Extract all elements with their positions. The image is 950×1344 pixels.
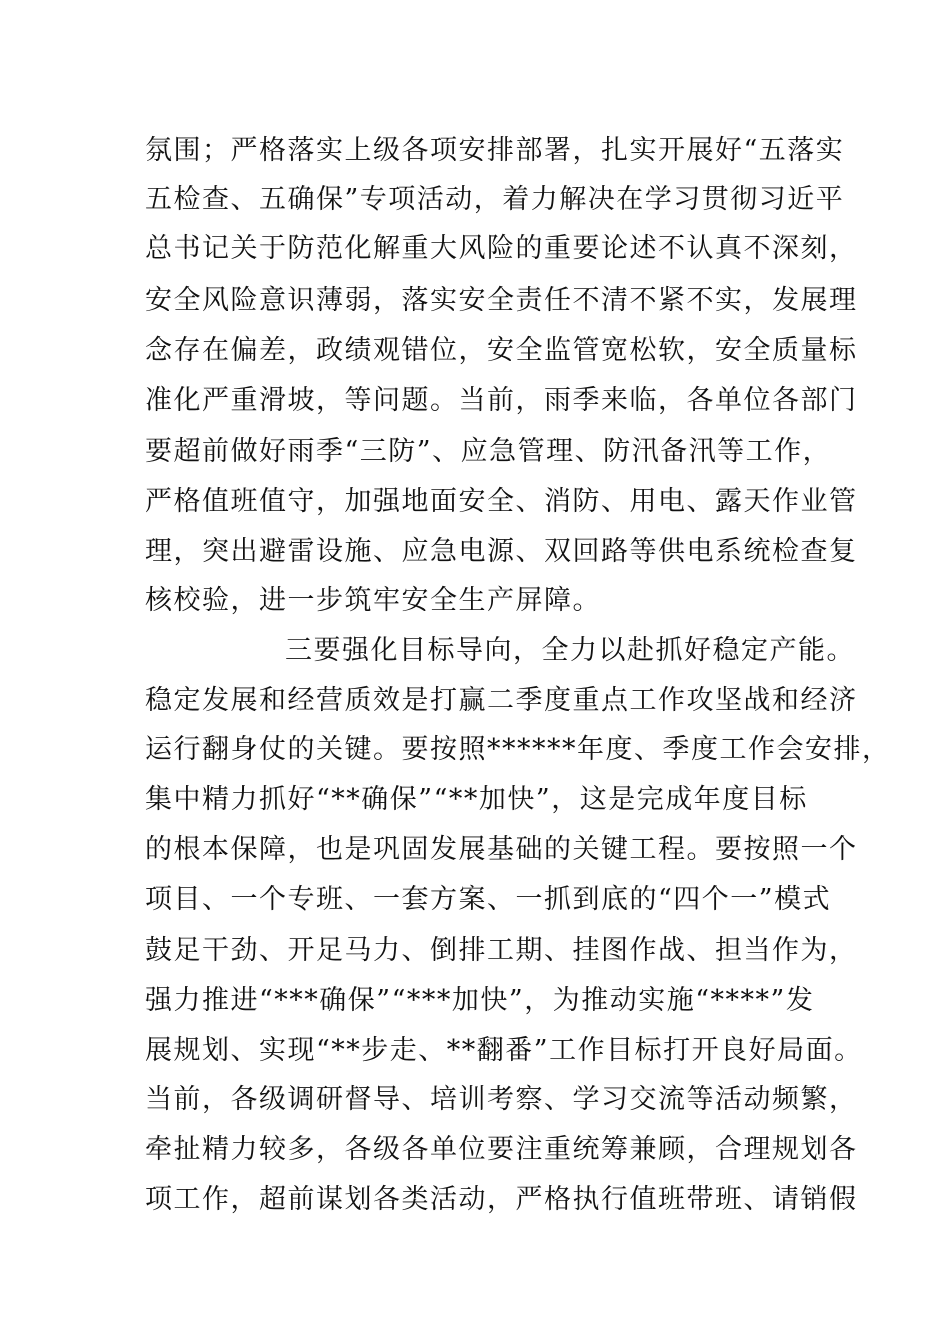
text-line: 严格值班值守，加强地面安全、消防、用电、露天作业管 xyxy=(145,486,858,517)
text-line: 氛围；严格落实上级各项安排部署，扎实开展好“五落实 xyxy=(145,135,845,166)
text-line: 五检查、五确保”专项活动，着力解决在学习贯彻习近平 xyxy=(145,184,845,215)
text-line: 总书记关于防范化解重大风险的重要论述不认真不深刻， xyxy=(145,233,858,264)
text-line: 运行翻身仗的关键。要按照******年度、季度工作会安排， xyxy=(145,734,891,765)
section-heading: 三要强化目标导向，全力以赴抓好稳定产能。 xyxy=(285,635,855,666)
text-line: 核校验，进一步筑牢安全生产屏障。 xyxy=(145,585,601,616)
text-line: 展规划、实现“**步走、**翻番”工作目标打开良好局面。 xyxy=(145,1035,863,1066)
text-line: 项目、一个专班、一套方案、一抓到底的“四个一”模式 xyxy=(145,884,832,915)
text-line: 集中精力抓好“**确保”“**加快”，这是完成年度目标 xyxy=(145,784,808,815)
text-line: 念存在偏差，政绩观错位，安全监管宽松软，安全质量标 xyxy=(145,335,858,366)
text-line: 理，突出避雷设施、应急电源、双回路等供电系统检查复 xyxy=(145,536,858,567)
text-line: 当前，各级调研督导、培训考察、学习交流等活动频繁， xyxy=(145,1084,858,1115)
text-line: 安全风险意识薄弱，落实安全责任不清不紧不实，发展理 xyxy=(145,285,858,316)
text-line: 牵扯精力较多，各级各单位要注重统筹兼顾，合理规划各 xyxy=(145,1134,858,1165)
text-line: 准化严重滑坡，等问题。当前，雨季来临，各单位各部门 xyxy=(145,385,858,416)
text-line: 强力推进“***确保”“***加快”，为推动实施“****”发 xyxy=(145,985,815,1016)
text-line: 鼓足干劲、开足马力、倒排工期、挂图作战、担当作为， xyxy=(145,935,858,966)
text-line: 要超前做好雨季“三防”、应急管理、防汛备汛等工作， xyxy=(145,436,832,467)
text-line: 稳定发展和经营质效是打赢二季度重点工作攻坚战和经济 xyxy=(145,685,858,716)
text-line: 的根本保障，也是巩固发展基础的关键工程。要按照一个 xyxy=(145,834,858,865)
text-line: 项工作，超前谋划各类活动，严格执行值班带班、请销假 xyxy=(145,1184,858,1215)
